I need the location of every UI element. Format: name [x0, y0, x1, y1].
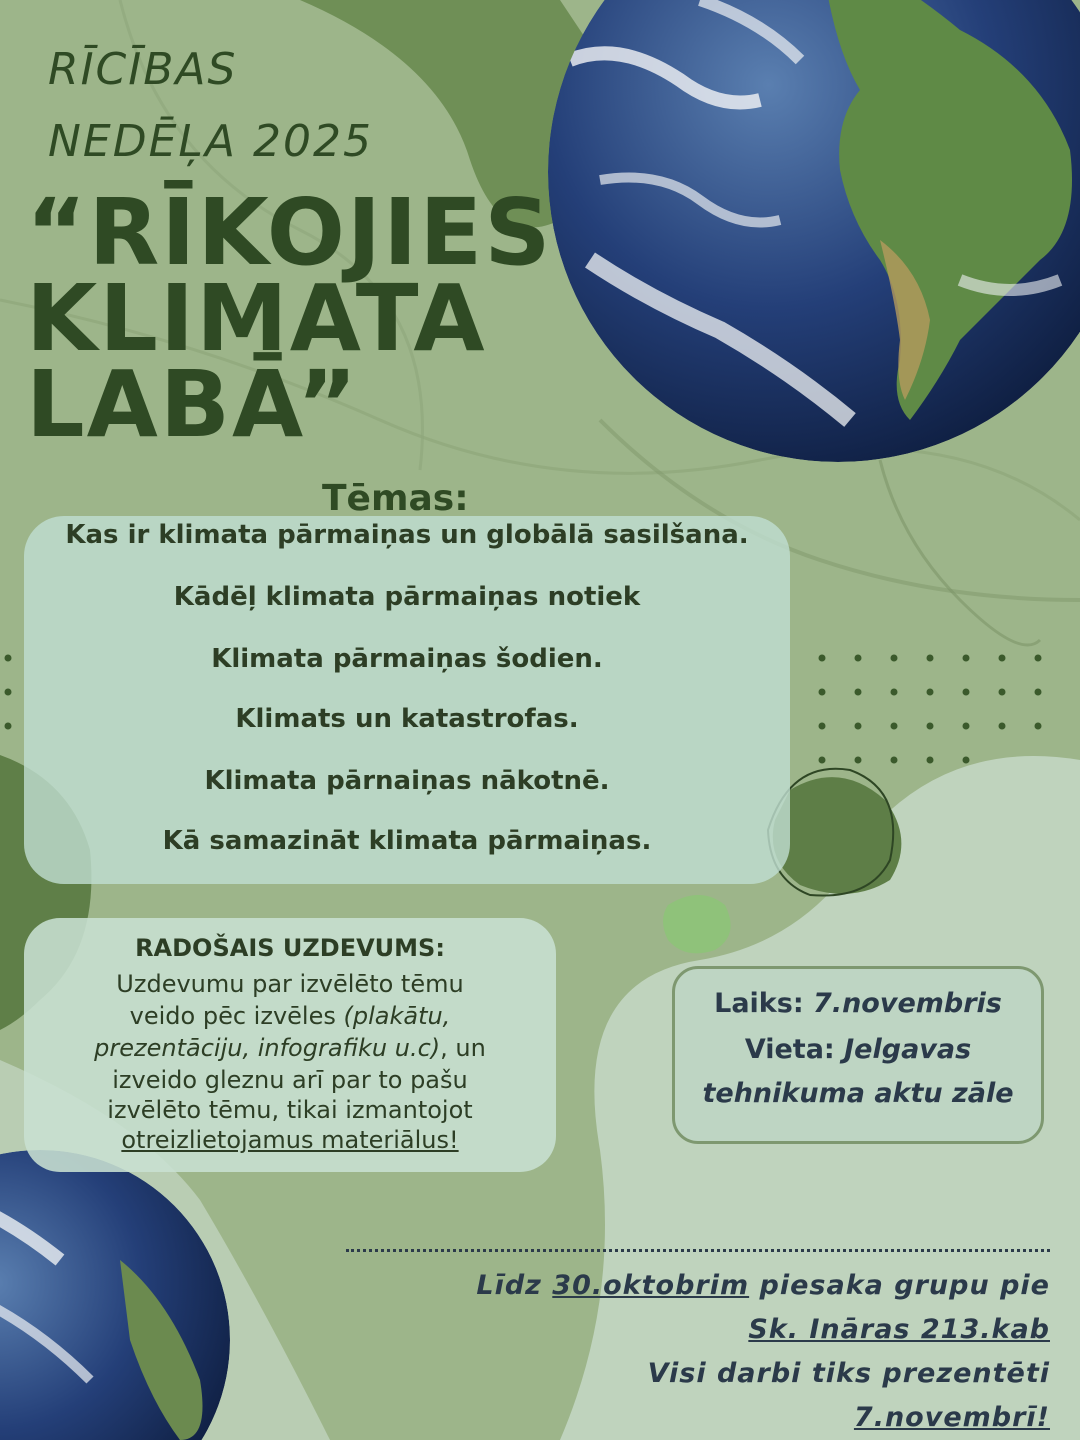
dotted-divider — [346, 1249, 1050, 1252]
themes-heading: Tēmas: — [322, 478, 469, 519]
time-value: 7.novembris — [813, 988, 1002, 1019]
place-value-line2: tehnikuma aktu zāle — [702, 1078, 1014, 1109]
time-label: Laiks: — [714, 988, 814, 1019]
place-label: Vieta: — [744, 1034, 845, 1065]
title-line3: LABĀ” — [26, 351, 360, 458]
place-line — [672, 1078, 1044, 1109]
task-line — [24, 1126, 556, 1154]
place-line — [672, 1034, 1044, 1065]
event-subtitle-line2: NEDĒĻA 2025 — [48, 116, 373, 167]
theme-item: Klimats un katastrofas. — [235, 704, 579, 734]
theme-item: Kā samazināt klimata pārmaiņas. — [162, 826, 652, 856]
task-line: izvēlēto tēmu, tikai izmantojot — [107, 1096, 473, 1124]
registration-text: Līdz — [476, 1270, 553, 1301]
registration-line: Visi darbi tiks prezentēti — [647, 1358, 1050, 1389]
task-line — [24, 1002, 556, 1030]
theme-item: Klimata pārmaiņas šodien. — [211, 644, 603, 674]
time-line — [672, 988, 1044, 1019]
registration-line — [748, 1314, 1050, 1345]
place-value-line1: Jelgavas — [844, 1034, 972, 1065]
task-line-text: veido pēc izvēles — [129, 1002, 344, 1030]
event-subtitle-line1: RĪCĪBAS — [48, 44, 238, 95]
registration-text: piesaka grupu pie — [749, 1270, 1050, 1301]
registration-room: Sk. Ināras 213.kab — [748, 1314, 1050, 1345]
task-line: izveido gleznu arī par to pašu — [112, 1066, 468, 1094]
theme-item: Kādēļ klimata pārmaiņas notiek — [173, 582, 641, 612]
task-line-italic: (plakātu, — [343, 1002, 451, 1030]
task-line-text: , un — [440, 1034, 486, 1062]
registration-line — [476, 1270, 1050, 1301]
task-line — [24, 1034, 556, 1062]
task-line-italic: prezentāciju, infografiku u.c) — [94, 1034, 441, 1062]
theme-item: Klimata pārnaiņas nākotnē. — [204, 766, 610, 796]
task-line-underlined: otreizlietojamus materiālus! — [121, 1126, 459, 1154]
theme-item: Kas ir klimata pārmaiņas un globālā sasilšana. — [65, 520, 749, 550]
creative-task-heading: RADOŠAIS UZDEVUMS: — [135, 934, 445, 962]
small-light-blob — [663, 895, 731, 953]
presentation-date: 7.novembrī! — [853, 1402, 1050, 1433]
registration-line — [854, 1402, 1050, 1433]
title-line2: KLIMATA — [26, 265, 487, 372]
task-line: Uzdevumu par izvēlēto tēmu — [116, 970, 464, 998]
registration-deadline: 30.oktobrim — [552, 1270, 750, 1301]
title-line1: “RĪKOJIES — [26, 179, 553, 286]
